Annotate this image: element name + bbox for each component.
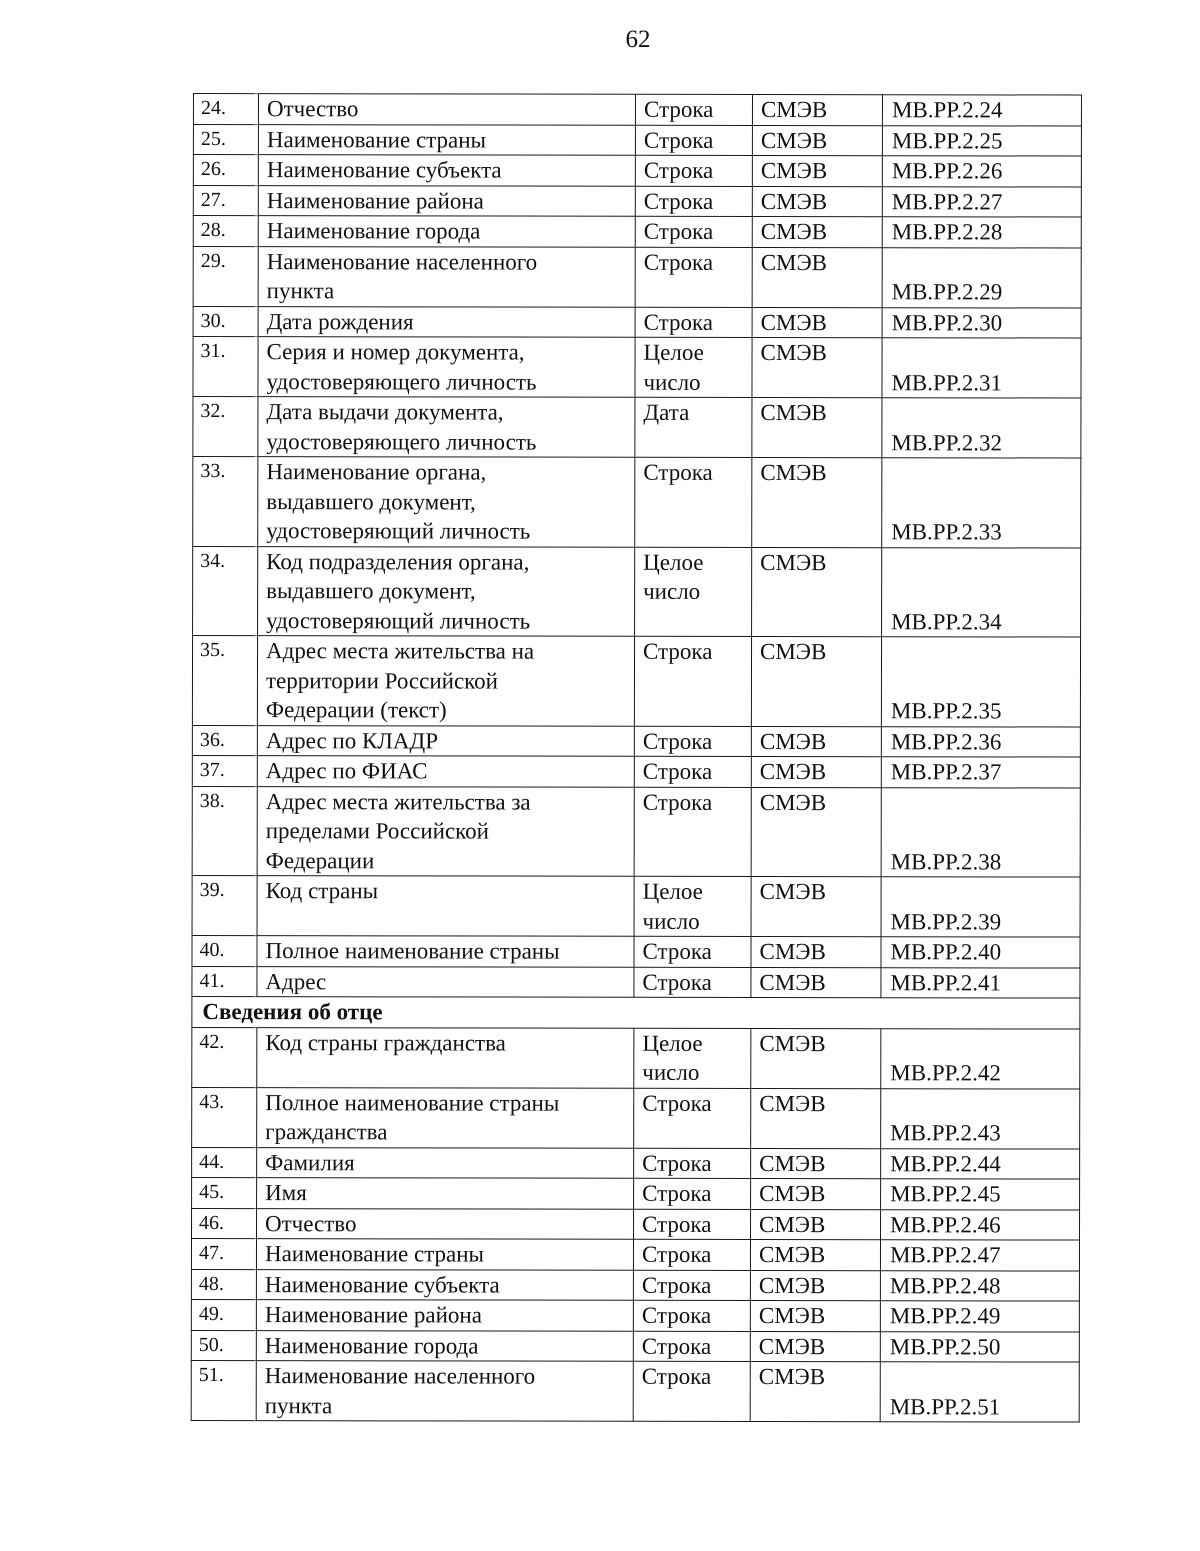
data-source: СМЭВ <box>750 1270 880 1301</box>
row-number: 34. <box>193 546 258 636</box>
row-number: 49. <box>191 1299 256 1330</box>
attribute-code: MB.PP.2.46 <box>880 1209 1079 1240</box>
table-row <box>193 94 1081 126</box>
row-number: 43. <box>192 1087 257 1147</box>
data-type: Строка <box>634 1209 751 1240</box>
table-row <box>192 1087 1080 1149</box>
attribute-code: MB.PP.2.45 <box>881 1179 1080 1210</box>
attribute-code: MB.PP.2.39 <box>881 877 1080 937</box>
data-source: СМЭВ <box>751 636 881 726</box>
data-type: Строка <box>634 636 751 726</box>
table-row <box>193 546 1081 637</box>
row-number: 45. <box>192 1177 257 1208</box>
row-number: 51. <box>191 1360 256 1420</box>
attribute-code: MB.PP.2.30 <box>882 307 1081 338</box>
data-type: Строка <box>634 1148 751 1179</box>
attribute-name: Наименование органа, выдавшего документ, удостоверяющий личность <box>258 457 635 547</box>
attribute-name: Фамилия <box>257 1147 634 1178</box>
data-source: СМЭВ <box>751 756 881 787</box>
table-row <box>193 337 1081 399</box>
row-number: 25. <box>193 124 258 155</box>
table-row <box>193 246 1081 308</box>
data-source: СМЭВ <box>752 457 882 547</box>
row-number: 37. <box>192 755 257 786</box>
attribute-name: Код страны <box>257 876 634 937</box>
attribute-name: Наименование города <box>256 1330 633 1361</box>
data-source: СМЭВ <box>752 337 882 397</box>
table-row <box>193 457 1081 548</box>
data-source: СМЭВ <box>752 155 882 186</box>
table-row <box>191 1299 1079 1331</box>
attributes-table <box>191 93 1082 1423</box>
attribute-code: MB.PP.2.24 <box>882 95 1081 126</box>
data-source: СМЭВ <box>752 397 882 457</box>
data-type: Дата <box>635 397 752 457</box>
data-type: Строка <box>633 1300 750 1331</box>
row-number: 27. <box>193 185 258 216</box>
attribute-name: Адрес места жительства на территории Российской Федерации (текст) <box>257 636 634 726</box>
table-row <box>191 1330 1079 1362</box>
data-type: Строка <box>635 125 752 156</box>
data-source: СМЭВ <box>750 1361 880 1421</box>
data-type: Строка <box>635 307 752 338</box>
table-row <box>193 124 1081 156</box>
attribute-code: MB.PP.2.38 <box>881 787 1080 877</box>
table-row <box>192 1147 1080 1179</box>
data-type: Целое число <box>634 1028 751 1088</box>
data-type: Строка <box>634 936 751 967</box>
row-number: 41. <box>192 966 257 997</box>
attribute-code: MB.PP.2.41 <box>881 967 1080 998</box>
attribute-name: Полное наименование страны гражданства <box>257 1087 634 1148</box>
attribute-code: MB.PP.2.49 <box>880 1301 1079 1332</box>
row-number: 24. <box>193 94 258 125</box>
row-number: 44. <box>192 1147 257 1178</box>
attribute-name: Полное наименование страны <box>257 936 634 967</box>
page-number: 62 <box>625 26 651 53</box>
data-source: СМЭВ <box>751 787 881 877</box>
section-title: Сведения об отце <box>192 996 1080 1028</box>
table-row <box>191 1269 1079 1301</box>
attribute-code: MB.PP.2.44 <box>881 1148 1080 1179</box>
attribute-name: Наименование района <box>256 1300 633 1331</box>
data-source: СМЭВ <box>750 1209 880 1240</box>
row-number: 40. <box>192 935 257 966</box>
row-number: 38. <box>192 786 257 876</box>
data-source: СМЭВ <box>751 876 881 936</box>
attribute-name: Код подразделения органа, выдавшего документ, удостоверяющий личность <box>258 546 635 636</box>
data-source: СМЭВ <box>752 186 882 217</box>
table-row <box>191 1360 1079 1422</box>
data-type: Строка <box>634 1178 751 1209</box>
row-number: 33. <box>193 457 258 547</box>
data-source: СМЭВ <box>752 247 882 307</box>
data-type: Строка <box>634 726 751 757</box>
attribute-code: MB.PP.2.37 <box>881 757 1080 788</box>
data-type: Строка <box>635 94 752 125</box>
table-row <box>193 397 1081 459</box>
attribute-name: Адрес места жительства за пределами Российской Федерации <box>257 786 634 876</box>
attribute-code: MB.PP.2.36 <box>881 726 1080 757</box>
attribute-name: Дата рождения <box>258 306 635 337</box>
attribute-code: MB.PP.2.25 <box>882 125 1081 156</box>
attribute-code: MB.PP.2.33 <box>882 458 1081 548</box>
attribute-name: Адрес по ФИАС <box>257 756 634 787</box>
attribute-code: MB.PP.2.48 <box>880 1270 1079 1301</box>
data-type: Строка <box>633 1361 750 1421</box>
table-row <box>192 875 1080 937</box>
attribute-code: MB.PP.2.50 <box>880 1331 1079 1362</box>
attribute-code: MB.PP.2.40 <box>881 937 1080 968</box>
attribute-code: MB.PP.2.29 <box>882 247 1081 307</box>
table-row <box>192 755 1080 787</box>
attribute-code: MB.PP.2.43 <box>881 1088 1080 1148</box>
data-type: Целое число <box>634 876 751 936</box>
row-number: 35. <box>192 636 257 726</box>
row-number: 47. <box>191 1238 256 1269</box>
attribute-code: MB.PP.2.34 <box>882 547 1081 637</box>
table-row <box>192 1027 1080 1089</box>
table-row <box>192 935 1080 967</box>
attribute-name: Наименование населенного пункта <box>258 246 635 307</box>
attribute-code: MB.PP.2.32 <box>882 398 1081 458</box>
row-number: 50. <box>191 1330 256 1361</box>
attribute-code: MB.PP.2.31 <box>882 338 1081 398</box>
data-source: СМЭВ <box>750 1239 880 1270</box>
attribute-name: Отчество <box>257 1208 634 1239</box>
row-number: 31. <box>193 337 258 397</box>
row-number: 28. <box>193 216 258 247</box>
attribute-code: MB.PP.2.26 <box>882 156 1081 187</box>
attribute-code: MB.PP.2.27 <box>882 186 1081 217</box>
attribute-code: MB.PP.2.28 <box>882 217 1081 248</box>
data-source: СМЭВ <box>751 967 881 998</box>
row-number: 26. <box>193 155 258 186</box>
attribute-name: Наименование города <box>258 216 635 247</box>
attribute-name: Код страны гражданства <box>257 1027 634 1088</box>
row-number: 46. <box>192 1208 257 1239</box>
table-row <box>193 306 1081 338</box>
table-row <box>193 155 1081 187</box>
table-row <box>192 725 1080 757</box>
data-source: СМЭВ <box>750 1300 880 1331</box>
data-source: СМЭВ <box>752 125 882 156</box>
data-source: СМЭВ <box>752 307 882 338</box>
row-number: 30. <box>193 306 258 337</box>
attribute-name: Адрес по КЛАДР <box>257 725 634 756</box>
data-source: СМЭВ <box>751 936 881 967</box>
table-row <box>192 1208 1080 1240</box>
attribute-name: Отчество <box>258 94 635 125</box>
table-row <box>191 1238 1079 1270</box>
attribute-code: MB.PP.2.47 <box>880 1240 1079 1271</box>
attribute-code: MB.PP.2.51 <box>880 1362 1079 1422</box>
data-source: СМЭВ <box>751 1148 881 1179</box>
data-source: СМЭВ <box>752 94 882 125</box>
table-row <box>193 216 1081 248</box>
table-row <box>193 185 1081 217</box>
data-type: Строка <box>634 967 751 998</box>
section-header-row <box>192 996 1080 1028</box>
attribute-name: Имя <box>257 1178 634 1209</box>
row-number: 29. <box>193 246 258 306</box>
data-source: СМЭВ <box>752 216 882 247</box>
attribute-code: MB.PP.2.42 <box>881 1028 1080 1088</box>
attribute-name: Серия и номер документа, удостоверяющего личность <box>258 337 635 398</box>
data-type: Строка <box>635 186 752 217</box>
data-source: СМЭВ <box>751 726 881 757</box>
data-type: Целое число <box>635 337 752 397</box>
row-number: 36. <box>192 725 257 756</box>
data-source: СМЭВ <box>751 1088 881 1148</box>
row-number: 42. <box>192 1027 257 1087</box>
data-source: СМЭВ <box>751 1028 881 1088</box>
attribute-name: Наименование страны <box>258 124 635 155</box>
data-type: Строка <box>634 756 751 787</box>
data-source: СМЭВ <box>750 1331 880 1362</box>
data-type: Строка <box>633 1270 750 1301</box>
data-source: СМЭВ <box>751 1178 881 1209</box>
row-number: 32. <box>193 397 258 457</box>
data-type: Строка <box>633 1331 750 1362</box>
data-type: Строка <box>633 1239 750 1270</box>
data-source: СМЭВ <box>752 547 882 637</box>
data-type: Целое число <box>635 547 752 637</box>
data-type: Строка <box>635 247 752 307</box>
data-type: Строка <box>635 457 752 547</box>
data-type: Строка <box>634 787 751 877</box>
row-number: 48. <box>191 1269 256 1300</box>
data-type: Строка <box>634 1088 751 1148</box>
attribute-name: Наименование населенного пункта <box>256 1361 633 1422</box>
attribute-name: Наименование субъекта <box>258 155 635 186</box>
data-type: Строка <box>635 155 752 186</box>
attribute-name: Наименование страны <box>256 1239 633 1270</box>
row-number: 39. <box>192 875 257 935</box>
data-type: Строка <box>635 216 752 247</box>
table-row <box>192 1177 1080 1209</box>
table-row <box>192 966 1080 998</box>
attribute-name: Наименование субъекта <box>256 1269 633 1300</box>
attribute-name: Наименование района <box>258 185 635 216</box>
table-body <box>191 94 1081 1423</box>
table-row <box>192 786 1080 877</box>
attribute-name: Дата выдачи документа, удостоверяющего личность <box>258 397 635 458</box>
table-row <box>192 636 1080 727</box>
attribute-code: MB.PP.2.35 <box>881 637 1080 727</box>
attribute-name: Адрес <box>257 966 634 997</box>
